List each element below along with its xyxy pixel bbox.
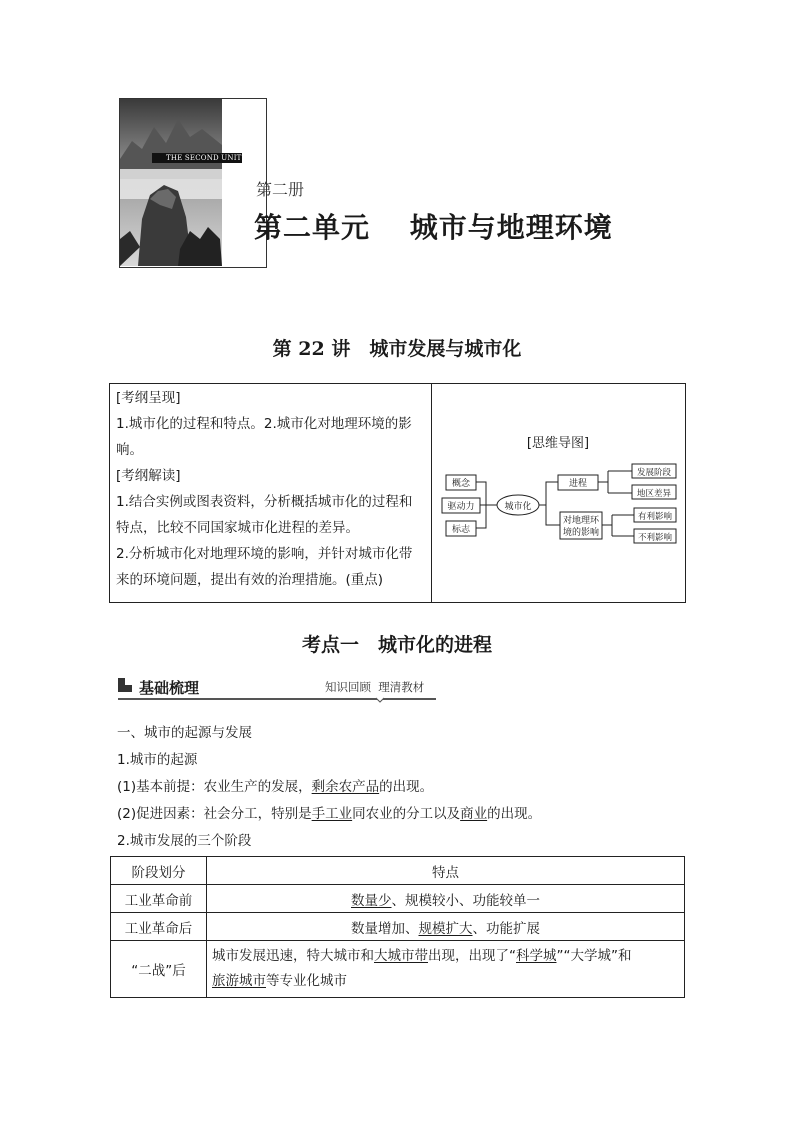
table-row	[111, 885, 685, 913]
rule-notch-icon	[376, 697, 384, 703]
lecture-title: 第 22 讲 城市发展与城市化	[272, 338, 522, 360]
mindmap-label: 驱动力	[447, 502, 475, 512]
features-cell: 数量增加、规模扩大、功能扩展	[207, 913, 685, 941]
syllabus-text	[116, 385, 424, 593]
mindmap-label: 概念	[451, 479, 471, 489]
premise-line: (1)基本前提：农业生产的发展，剩余农产品的出现。	[117, 779, 434, 795]
mindmap-title: [思维导图]	[526, 436, 590, 451]
unit-banner: THE SECOND UNIT	[152, 153, 242, 163]
syllabus-heading: [考纲呈现]	[116, 390, 181, 406]
heading-origin-development: 一、城市的起源与发展	[117, 725, 252, 741]
stage-cell: 工业革命前	[111, 885, 207, 913]
table-header-row	[111, 857, 685, 885]
book-label: 第二册	[256, 180, 305, 199]
table-row	[111, 913, 685, 941]
features-cell: 城市发展迅速，特大城市和大城市带出现，出现了“科学城”“大学城”和 旅游城市等专业化城市	[207, 941, 685, 998]
mind-map-diagram	[432, 455, 684, 555]
section-title: 考点一 城市化的进程	[301, 634, 492, 656]
syllabus-item: 1.城市化的过程和特点。2.城市化对地理环境的影响。	[116, 416, 412, 458]
table-row	[111, 941, 685, 998]
interpretation-heading: [考纲解读]	[116, 468, 181, 484]
key-term: 剩余农产品	[311, 779, 380, 795]
key-term: 手工业	[311, 806, 353, 822]
table-header-features: 特点	[207, 857, 685, 885]
mindmap-label: 不利影响	[637, 533, 673, 543]
mindmap-label: 城市化	[504, 502, 532, 512]
features-cell: 数量少、规模较小、功能较单一	[207, 885, 685, 913]
mindmap-label: 对地理环	[562, 516, 600, 526]
mountain-landscape-image	[120, 99, 222, 266]
section-square-notch	[125, 678, 132, 685]
mindmap-label: 地区差异	[636, 489, 672, 499]
interpretation-item: 1.结合实例或图表资料，分析概括城市化的过程和特点，比较不同国家城市化进程的差异。	[116, 494, 413, 536]
interpretation-item: 2.分析城市化对地理环境的影响，并针对城市化带来的环境问题，提出有效的治理措施。(重点)	[116, 546, 413, 588]
stage-cell: “二战”后	[111, 941, 207, 998]
subheading-origin: 1.城市的起源	[117, 752, 198, 768]
basics-tagline: 知识回顾 理清教材	[325, 680, 425, 694]
key-term: 商业	[460, 806, 488, 822]
mindmap-label: 发展阶段	[636, 468, 672, 478]
unit-title: 第二单元 城市与地理环境	[254, 211, 613, 244]
mindmap-label: 进程	[568, 479, 588, 489]
basics-rule	[118, 698, 436, 700]
table-header-stage: 阶段划分	[111, 857, 207, 885]
factor-line: (2)促进因素：社会分工，特别是手工业同农业的分工以及商业的出现。	[117, 806, 542, 822]
mindmap-label: 有利影响	[637, 512, 673, 522]
stage-cell: 工业革命后	[111, 913, 207, 941]
mindmap-label: 境的影响	[562, 528, 600, 538]
basics-title: 基础梳理	[139, 679, 200, 697]
subheading-stages: 2.城市发展的三个阶段	[117, 833, 252, 849]
mindmap-label: 标志	[451, 525, 471, 535]
stages-table	[110, 856, 685, 998]
